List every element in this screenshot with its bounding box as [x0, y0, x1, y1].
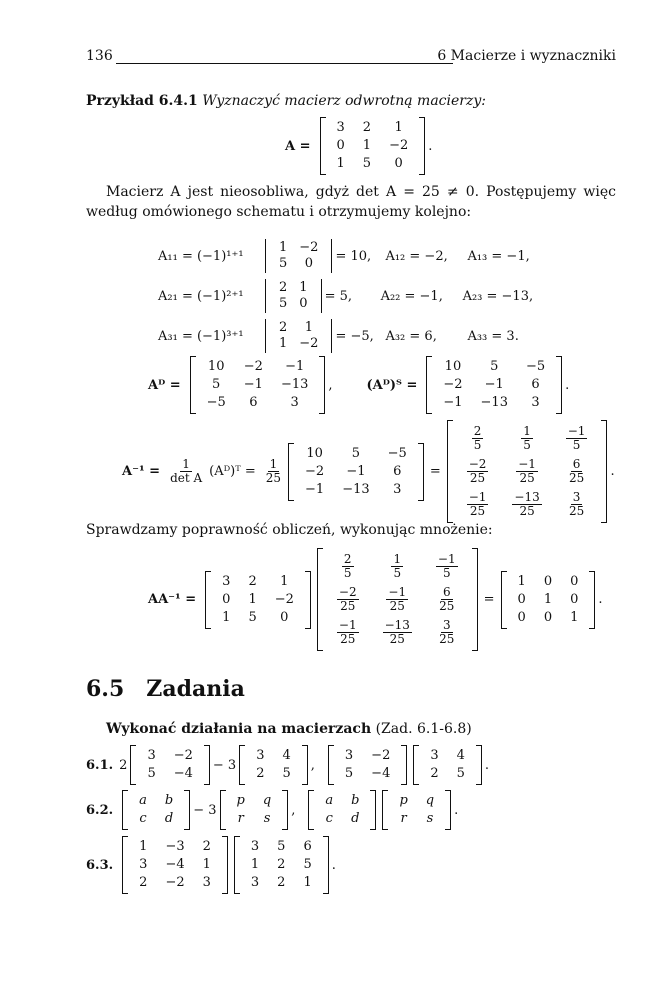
matrix-entry: 1	[299, 280, 308, 295]
fraction-entry: $\frac{-1}{5}$	[567, 424, 586, 452]
matrix-entry: r	[400, 811, 407, 826]
matrix-entry: r	[237, 811, 244, 826]
matrix-entry: 10	[306, 445, 323, 461]
matrix-entry: s	[263, 811, 271, 826]
example-label: Przykład 6.4.1	[86, 93, 198, 109]
matrix-entry: −13	[480, 395, 508, 410]
matrix-A	[320, 117, 426, 175]
matrix-entry: 5	[456, 766, 465, 781]
task-6-2: 6.2. a b c d − 3 p q r s , a b c d p q r s .	[86, 790, 458, 830]
matrix-entry: c	[325, 811, 333, 826]
matrix-entry: 3	[147, 748, 156, 763]
matrix-entry: 0	[222, 591, 231, 607]
matrix-entry: b	[164, 793, 174, 808]
matrix-entry: 2	[279, 280, 288, 295]
fraction-entry: $\frac{3}{25}$	[439, 618, 455, 646]
task-label: 6.1.	[86, 757, 114, 773]
matrix-entry: −13	[280, 377, 309, 392]
matrix-entry: 4	[456, 748, 465, 763]
check-row: AA⁻¹ = 3 2 1 0 1 −2 1 5 0 $\frac{2}{5}$ $\frac{1}{5}$ $\frac{-1}{5}$ $\frac{-2}{25}$ $\frac{-1}{25}$ $\frac{6}{25}$ $\frac{-1}{25}$ $\frac{-13}{25}$ $\frac{3}{25}$ = 1 0 0 0 1 0 0 0 1 .	[148, 548, 603, 651]
matrix-entry: 5	[147, 766, 156, 781]
matrix-entry: 6	[393, 463, 402, 479]
matrix-entry: 0	[304, 256, 313, 271]
matrix-entry: 3	[250, 875, 260, 890]
matrix-entry: d	[164, 811, 174, 826]
matrix-entry: 5	[248, 609, 257, 625]
minor-det	[265, 239, 332, 273]
matrix-entry: −2	[299, 336, 319, 351]
matrix-entry: 2	[202, 839, 211, 854]
fraction-entry: $\frac{1}{5}$	[523, 424, 531, 452]
fraction-entry: $\frac{3}{25}$	[568, 490, 585, 518]
check-label: AA⁻¹ =	[148, 592, 197, 607]
matrix-entry: −2	[274, 591, 294, 607]
matrix-entry: 5	[212, 377, 221, 392]
task-label: 6.3.	[86, 857, 114, 873]
matrix-entry: −2	[173, 748, 193, 763]
matrix-entry: 10	[207, 359, 225, 374]
matrix-entry: 1	[280, 573, 289, 589]
matrix-entry: −2	[371, 748, 391, 763]
matrix-entry: b	[351, 793, 360, 808]
fraction-entry: $\frac{-1}{25}$	[518, 457, 536, 485]
matrix-entry: −13	[342, 481, 370, 497]
fraction-entry: $\frac{-2}{25}$	[338, 585, 357, 613]
fraction-entry: $\frac{-2}{25}$	[468, 457, 487, 485]
section-heading	[86, 676, 245, 702]
matrix-AD	[190, 356, 326, 414]
matrix-entry: 6	[249, 395, 258, 410]
matrix-entry: −1	[443, 395, 463, 410]
matrix-entry: c	[139, 811, 147, 826]
matrix-entry: −2	[243, 359, 263, 374]
identity-matrix	[501, 571, 596, 629]
matrix-entry: 3	[344, 748, 354, 763]
matrix-entry: −2	[299, 240, 319, 255]
section-number: 6.5	[86, 676, 125, 702]
adjugate-label: Aᴰ =	[148, 377, 181, 393]
task-6-1: 6.1. 2 3 −2 5 −4 − 3 3 4 2 5 , 3 −2 5 −4 3 4 2 5 .	[86, 745, 489, 785]
matrix-entry: 1	[279, 336, 288, 351]
matrix-entry: 3	[393, 481, 402, 497]
matrix-entry: 1	[543, 591, 553, 607]
matrix-entry: 2	[362, 120, 372, 135]
fraction-entry: $\frac{-1}{25}$	[338, 618, 357, 646]
chapter-title: 6 Macierze i wyznaczniki	[437, 48, 616, 64]
task-label: 6.2.	[86, 802, 114, 818]
paragraph-nonsingular: Macierz A jest nieosobliwa, gdyż det A = 25 ≠ 0. Postępujemy więc według omówionego schematu i otrzymujemy kolejno:	[86, 184, 616, 220]
cofactor-row-2: A₂₁ = (−1)²⁺¹ 2 1 5 0 = 5, A₂₂ = −1, A₂₃ = −13,	[158, 280, 534, 311]
matrix-entry: −1	[285, 359, 305, 374]
fraction-entry: $\frac{-1}{5}$	[437, 552, 456, 580]
matrix-entry: 1	[202, 857, 211, 872]
matrix-entry: −5	[206, 395, 226, 410]
matrix-entry: 1	[250, 857, 260, 872]
matrix-entry: −1	[243, 377, 263, 392]
matrix-entry: 3	[531, 395, 540, 410]
matrix-entry: 0	[517, 609, 526, 625]
matrix-entry: 3	[430, 748, 439, 763]
matrix-entry: 5	[277, 839, 286, 854]
matrix-entry: a	[325, 793, 334, 808]
fraction-entry: $\frac{-13}{25}$	[384, 618, 410, 646]
matrix-entry: 2	[430, 766, 439, 781]
section-title: Zadania	[146, 676, 245, 702]
matrix-entry: 5	[279, 296, 288, 311]
matrix-entry: 1	[336, 156, 345, 171]
matrix-entry: 1	[303, 875, 312, 890]
matrix-entry: 6	[531, 377, 540, 392]
matrix-entry: p	[399, 793, 408, 808]
running-header	[86, 48, 616, 70]
matrix-entry: q	[262, 793, 272, 808]
matrix-entry: 1	[304, 320, 313, 335]
matrix-entry: −1	[305, 481, 325, 497]
matrix-entry: d	[351, 811, 360, 826]
matrix-entry: −2	[305, 463, 325, 479]
matrix-entry: 2	[279, 320, 288, 335]
matrix-entry: 1	[222, 609, 231, 625]
inverse-label: A⁻¹ =	[122, 464, 161, 479]
matrix-entry: 2	[139, 875, 148, 890]
matrix-entry: 1	[248, 591, 257, 607]
matrix-entry: 4	[282, 748, 291, 763]
matrix-entry: 2	[277, 857, 286, 872]
matrix-entry: 0	[517, 591, 526, 607]
matrix-ADT	[426, 356, 562, 414]
matrix-entry: 1	[279, 240, 288, 255]
matrix-entry: 10	[444, 359, 462, 374]
fraction-entry: $\frac{-1}{25}$	[388, 585, 407, 613]
matrix-inverse-copy	[317, 548, 478, 651]
matrix-entry: −3	[165, 839, 185, 854]
matrix-entry: a	[139, 793, 147, 808]
matrix-entry: 1	[139, 839, 148, 854]
matrix-entry: 5	[282, 766, 291, 781]
frac-1-over-25: $\frac{1}{25}$	[265, 457, 282, 485]
matrix-entry: −1	[484, 377, 504, 392]
matrix-entry: 2	[248, 573, 257, 589]
inverse-row: A⁻¹ = $\frac{1}{\text{det A}}$ (Aᴰ)ᵀ = $\frac{1}{25}$ 10 5 −5 −2 −1 6 −1 −13 3 = $\frac{2}{5}$ $\frac{1}{5}$ $\frac{-1}{5}$ $\frac{-2}{25}$ $\frac{-1}{25}$ $\frac{6}{25}$ $\frac{-1}{25}$ $\frac{-13}{25}$ $\frac{3}{25}$ .	[122, 420, 615, 523]
check-text: Sprawdzamy poprawność obliczeń, wykonując mnożenie:	[86, 522, 493, 538]
matrix-entry: 1	[570, 609, 579, 625]
matrix-entry: 2	[256, 766, 265, 781]
matrix-entry: 0	[570, 573, 579, 589]
matrix-entry: −2	[443, 377, 463, 392]
matrix-entry: −5	[525, 359, 546, 374]
matrix-entry: q	[425, 793, 435, 808]
minor-det	[265, 319, 332, 353]
fraction-entry: $\frac{1}{5}$	[393, 552, 402, 580]
cofactor-row-3: A₃₁ = (−1)³⁺¹ 2 1 1 −2 = −5, A₃₂ = 6, A₃₃ = 3.	[158, 320, 519, 351]
adjugate-row: Aᴰ = 10 −2 −1 5 −1 −13 −5 6 3 , (Aᴰ)ᵀ = 10 5 −5 −2 −1 6 −1 −13 3 .	[148, 356, 569, 414]
matrix-entry: 0	[543, 609, 553, 625]
matrix-entry: 5	[344, 766, 354, 781]
fraction-entry: $\frac{6}{25}$	[439, 585, 455, 613]
adjugate-transpose-label: (Aᴰ)ᵀ =	[366, 377, 418, 393]
matrix-entry: −2	[165, 875, 185, 890]
fraction-entry: $\frac{-13}{25}$	[514, 490, 540, 518]
matrix-entry: s	[426, 811, 434, 826]
matrix-entry: 0	[394, 156, 403, 171]
matrix-entry: 3	[336, 120, 345, 135]
matrix-entry: −2	[389, 138, 409, 153]
matrix-entry: −4	[371, 766, 391, 781]
matrix-entry: 3	[139, 857, 148, 872]
frac-1-over-det: $\frac{1}{\text{det A}}$	[170, 457, 203, 485]
matrix-entry: 3	[202, 875, 211, 890]
fraction-entry: $\frac{2}{5}$	[343, 552, 352, 580]
minor-det	[265, 279, 322, 313]
matrix-entry: 0	[336, 138, 345, 153]
matrix-entry: 2	[277, 875, 286, 890]
matrix-entry: 5	[490, 359, 499, 374]
matrix-inverse	[447, 420, 608, 523]
matrix-entry: 1	[362, 138, 372, 153]
matrix-entry: 0	[280, 609, 289, 625]
fraction-entry: $\frac{-1}{25}$	[468, 490, 487, 518]
fraction-entry: $\frac{6}{25}$	[568, 457, 585, 485]
tasks-intro: Wykonać działania na macierzach (Zad. 6.1-6.8)	[106, 721, 472, 737]
matrix-entry: 3	[290, 395, 299, 410]
matrix-entry: −4	[173, 766, 193, 781]
header-rule	[116, 63, 453, 64]
matrix-A-copy	[205, 571, 311, 629]
cofactor-row-1: A₁₁ = (−1)¹⁺¹ 1 −2 5 0 = 10, A₁₂ = −2, A₁₃ = −1,	[158, 240, 530, 271]
matrix-entry: 3	[256, 748, 265, 763]
example-task: Wyznaczyć macierz odwrotną macierzy:	[202, 93, 486, 109]
matrix-entry: 6	[303, 839, 312, 854]
cofactor-list	[158, 236, 533, 356]
matrix-entry: −4	[165, 857, 185, 872]
task-6-3: 6.3. 1 −3 2 3 −4 1 2 −2 3 3 5 6 1 2 5 3 2 1 .	[86, 836, 336, 894]
matrix-ADT-copy	[288, 443, 424, 501]
fraction-entry: $\frac{2}{5}$	[473, 424, 482, 452]
matrix-entry: 5	[351, 445, 361, 461]
matrix-entry: 5	[303, 857, 312, 872]
matrix-entry: −1	[346, 463, 366, 479]
matrix-entry: p	[236, 793, 245, 808]
matrix-A-eq: A = 3 2 1 0 1 −2 1 5 0 .	[285, 117, 432, 175]
matrix-entry: 0	[299, 296, 308, 311]
page-number: 136	[86, 48, 113, 64]
matrix-A-label: A =	[285, 138, 311, 154]
matrix-entry: 0	[570, 591, 579, 607]
matrix-entry: −5	[387, 445, 407, 461]
matrix-entry: 1	[394, 120, 403, 135]
matrix-entry: 3	[250, 839, 260, 854]
matrix-entry: 1	[517, 573, 526, 589]
matrix-entry: 3	[222, 573, 231, 589]
matrix-entry: 5	[279, 256, 288, 271]
example-heading	[86, 91, 626, 111]
matrix-entry: 5	[362, 156, 372, 171]
matrix-entry: 0	[543, 573, 553, 589]
